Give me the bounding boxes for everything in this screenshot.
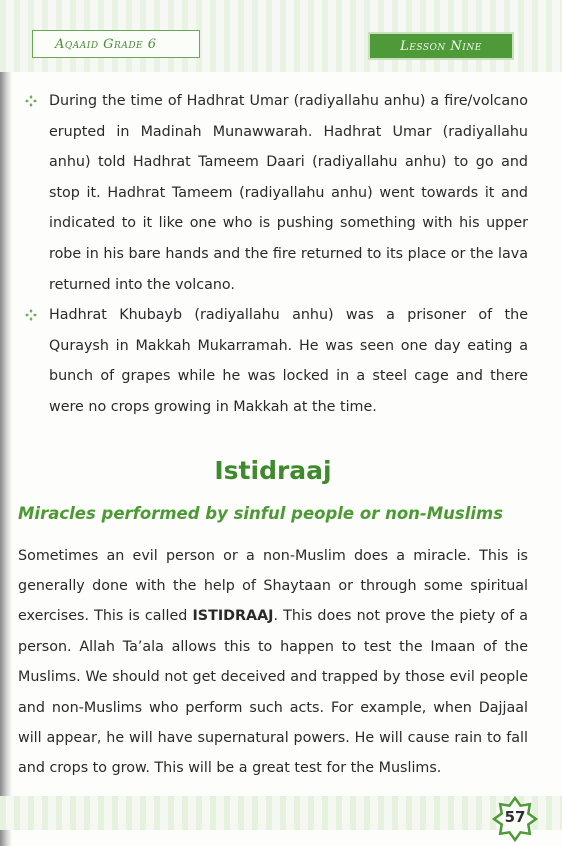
page-number: 57	[504, 808, 526, 826]
lesson-label-box: Lesson Nine	[370, 34, 512, 58]
section-subtitle: Miracles performed by sinful people or non-Muslims	[18, 503, 504, 523]
paragraph-text-after: . This does not prove the piety of a person. Allah Ta’ala allows this to happen to test the Imaan of the Muslims. We should not get deceived and trapped by those evil people and non-Muslims who perform such acts. For example, when Dajjaal will appear, he will have supernatural powers. He will cause rain to fall and crops to grow. This will be a great test for the Muslims.	[18, 608, 529, 777]
page-binding-shadow	[0, 0, 12, 846]
paragraph-bold-term: ISTIDRAAJ	[192, 608, 274, 625]
four-diamond-bullet-icon	[25, 309, 37, 321]
bullet-text: Hadhrat Khubayb (radiyallahu anhu) was a prisoner of the Quraysh in Makkah Mukarramah. He was seen one day eating a bunch of grapes while he was locked in a steel cage and there were no crops growing in Makkah at the time.	[49, 307, 528, 415]
bullet-item	[18, 86, 528, 300]
page-content	[18, 86, 528, 784]
section-title: Istidraaj	[214, 455, 332, 485]
body-paragraph	[18, 541, 528, 784]
bullet-text: During the time of Hadhrat Umar (radiyallahu anhu) a fire/volcano erupted in Madinah Munawwarah. Hadhrat Umar (radiyallahu anhu) told Hadhrat Tameem Daari (radiyallahu anhu) to go and stop it. Hadhrat Tameem (radiyallahu anhu) went towards it and indicated to it like one who is pushing something with his upper robe in his bare hands and the fire returned to its place or the lava returned into the volcano.	[49, 93, 528, 293]
four-diamond-bullet-icon	[25, 95, 37, 107]
bullet-item	[18, 300, 528, 422]
book-title-box: Aqaaid Grade 6	[32, 30, 200, 58]
paragraph-text-before: Sometimes an evil person or a non-Muslim does a miracle. This is generally done with the help of Shaytaan or through some spiritual exercises. This is called	[18, 547, 528, 625]
footer-pattern-band	[0, 796, 562, 830]
